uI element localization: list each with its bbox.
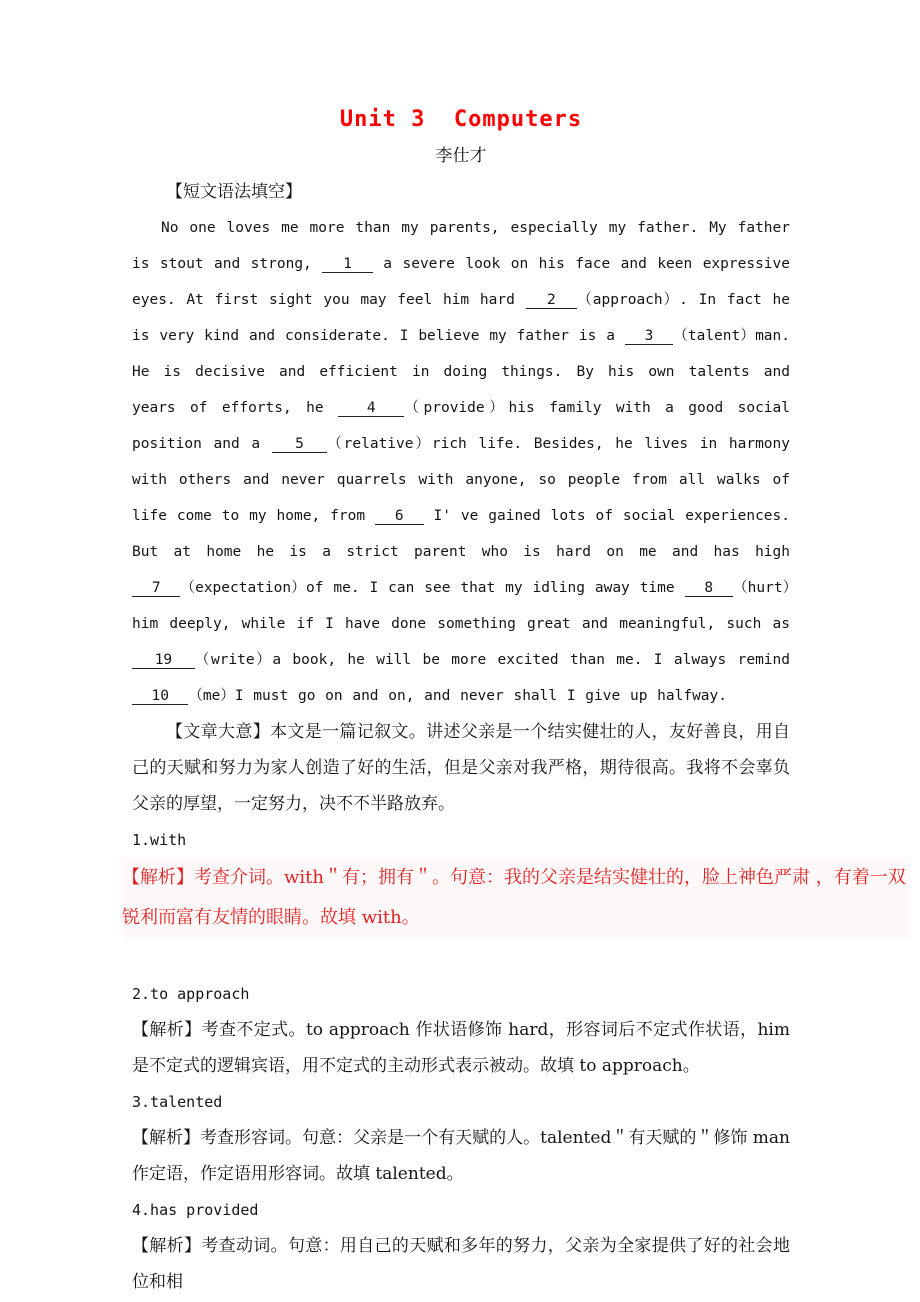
author-name: 李仕才: [435, 146, 487, 166]
fill-blank-3: 3: [624, 328, 674, 344]
fill-blank-10: 10: [132, 688, 189, 704]
fill-blank-2: 2: [525, 292, 578, 308]
fill-blank-4: 4: [338, 400, 405, 416]
passage-summary: 【文章大意】本文是一篇记叙文。讲述父亲是一个结实健壮的人，友好善良，用自己的天赋和努力为家人创造了好的生活，但是父亲对我严格，期待很高。我将不会辜负父亲的厚望，一定努力，决不不半路放弃。: [132, 722, 790, 814]
answer-item-3: [132, 1084, 790, 1192]
answer-analysis-3: 【解析】考查形容词。句意：父亲是一个有天赋的人。talented＂有天赋的＂修饰 man 作定语，作定语用形容词。故填 talented。: [132, 1128, 790, 1184]
answer-label-4: 4.has provided: [132, 1201, 259, 1219]
blank-line: [132, 938, 790, 976]
answer-label-1: 1.with: [132, 831, 187, 849]
cloze-passage: No one loves me more than my parents, especially my father. My father is stout and strong, 1 a severe look on his face and keen expressive eyes. At first sight you may feel him hard 2 （approach）. In fact he is very kind and considerate. I believe my father is a 3 （talent）man. He is decisive and efficient in doing things. By his own talents and years of efforts, he 4 （provide）his family with a good social position and a 5 （relative）rich life. Besides, he lives in harmony with others and never quarrels with anyone, so people from all walks of life come to my home, from 6 I' ve gained lots of social experiences. But at home he is a strict parent who is hard on me and has high 7 （expectation）of me. I can see that my idling away time 8 （hurt）him deeply, while if I have done something great and meaningful, such as 19 （write）a book, he will be more excited than me. I always remind 10 （me）I must go on and on, and never shall I give up halfway.: [132, 220, 790, 704]
fill-blank-5: 5: [271, 436, 328, 452]
document-title: Unit 3 Computers: [339, 107, 583, 132]
answer-item-1: [122, 822, 906, 938]
fill-blank-7: 7: [132, 580, 181, 596]
answer-label-3: 3.talented: [132, 1093, 223, 1111]
answer-analysis-1: 【解析】考查介词。with＂有；拥有＂。句意：我的父亲是结实健壮的，脸上神色严肃 ，有着一双锐利而富有友情的眼睛。故填 with。: [122, 858, 910, 938]
answer-analysis-4: 【解析】考查动词。句意：用自己的天赋和多年的努力，父亲为全家提供了好的社会地位和相: [132, 1236, 790, 1292]
section-heading: 【短文语法填空】: [166, 182, 302, 202]
fill-blank-1: 1: [322, 256, 373, 272]
fill-blank-6: 6: [375, 508, 424, 524]
answer-item-2: [132, 976, 790, 1084]
answer-analysis-2: 【解析】考查不定式。to approach 作状语修饰 hard，形容词后不定式作状语，him 是不定式的逻辑宾语，用不定式的主动形式表示被动。故填 to approach。: [132, 1020, 790, 1076]
answer-label-2: 2.to approach: [132, 985, 250, 1003]
answer-item-4: [132, 1192, 790, 1300]
fill-blank-8: 8: [684, 580, 733, 596]
fill-blank-19: 19: [132, 652, 195, 668]
